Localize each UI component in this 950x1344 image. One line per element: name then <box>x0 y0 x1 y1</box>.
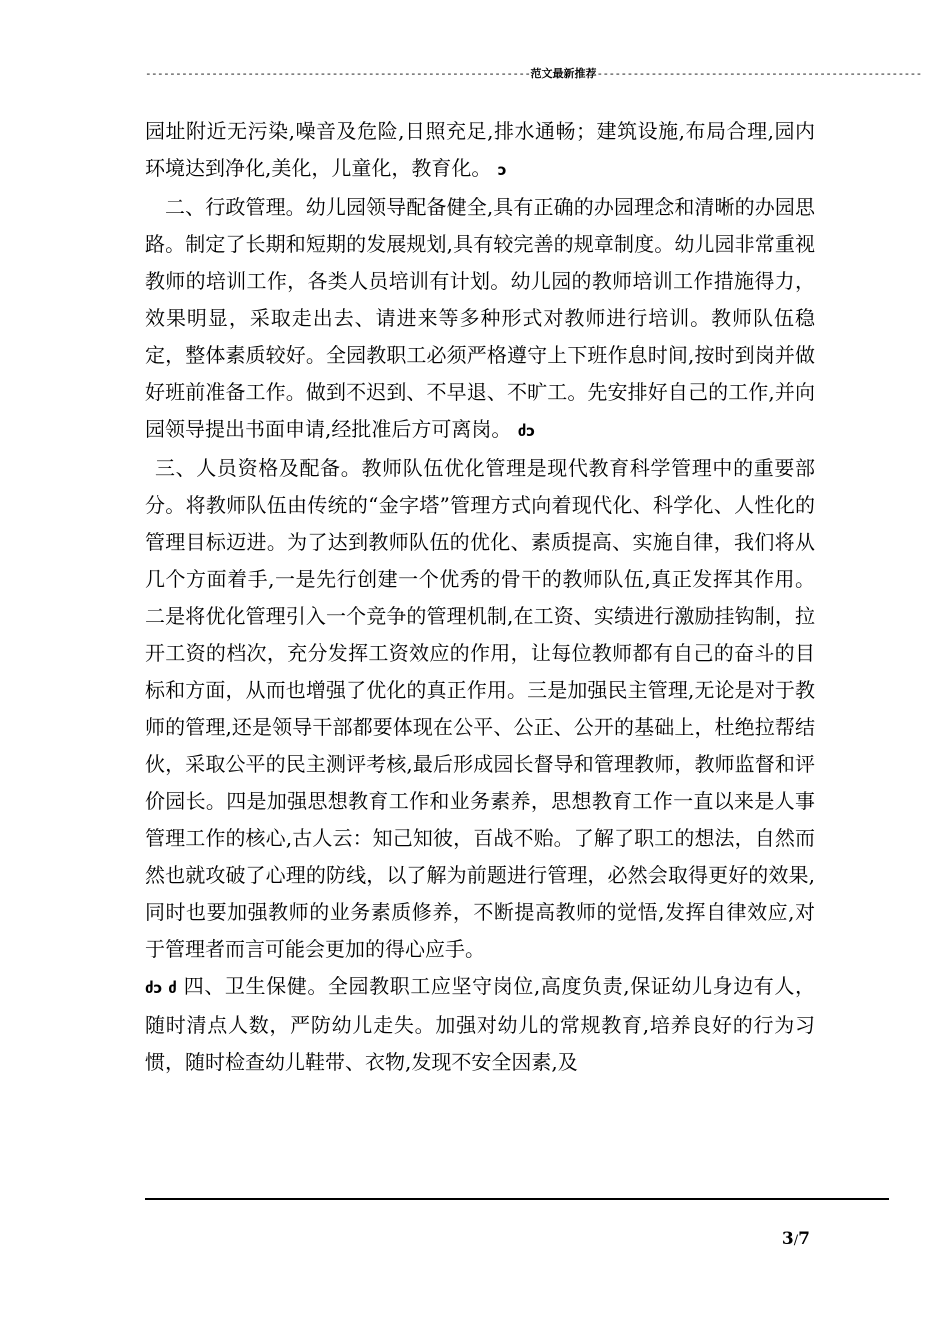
page-number <box>760 1228 810 1252</box>
paragraph-lead-mark: ძↄ ძ <box>145 979 177 997</box>
page-current: 3 <box>781 1229 794 1249</box>
paragraph-mark: ↄ <box>497 161 507 179</box>
paragraph-staffing <box>145 450 815 968</box>
paragraph-health <box>145 968 815 1081</box>
footer-rule <box>145 1198 889 1200</box>
paragraph-administration <box>145 189 815 450</box>
paragraph-site <box>145 113 815 189</box>
page-separator: / <box>793 1233 799 1248</box>
header-title: 范文最新推荐 <box>530 67 597 80</box>
header-dashes-right: ------------------------------------------------------ <box>596 67 922 80</box>
paragraph-text: 园址附近无污染,噪音及危险,日照充足,排水通畅；建筑设施,布局合理,园内环境达到净化,美化，儿童化，教育化。 <box>145 119 815 180</box>
paragraph-text: 二、行政管理。幼儿园领导配备健全,具有正确的办园理念和清晰的办园思路。制定了长期和短期的发展规划,具有较完善的规章制度。幼儿园非常重视教师的培训工作，各类人员培训有计划。幼儿园的教师培训工作措施得力，效果明显，采取走出去、请进来等多种形式对教师进行培训。教师队伍稳定，整体素质较好。全园教职工必须严格遵守上下班作息时间,按时到岗并做好班前准备工作。做到不迟到、不早退、不旷工。先安排好自己的工作,并向园领导提出书面申请,经批准后方可离岗。 <box>145 195 815 441</box>
page-header <box>145 66 922 82</box>
paragraph-text: 四、卫生保健。全园教职工应坚守岗位,高度负责,保证幼儿身边有人，随时清点人数，严防幼儿走失。加强对幼儿的常规教育,培养良好的行为习惯，随时检查幼儿鞋带、衣物,发现不安全因素,及 <box>145 974 816 1074</box>
header-dashes-left: ---------------------------------------------------------------- <box>145 67 531 80</box>
paragraph-text: 三、人员资格及配备。教师队伍优化管理是现代教育科学管理中的重要部分。将教师队伍由传统的“金字塔”管理方式向着现代化、科学化、人性化的管理目标迈进。为了达到教师队伍的优化、素质提高、实施自律，我们将从几个方面着手,一是先行创建一个优秀的骨干的教师队伍,真正发挥其作用。二是将优化管理引入一个竞争的管理机制,在工资、实绩进行激励挂钩制，拉开工资的档次，充分发挥工资效应的作用，让每位教师都有自己的奋斗的目标和方面，从而也增强了优化的真正作用。三是加强民主管理,无论是对于教师的管理,还是领导干部都要体现在公平、公正、公开的基础上，杜绝拉帮结伙，采取公平的民主测评考核,最后形成园长督导和管理教师，教师监督和评价园长。四是加强思想教育工作和业务素养，思想教育工作一直以来是人事管理工作的核心,古人云：知己知彼，百战不贻。了解了职工的想法，自然而然也就攻破了心理的防线，以了解为前题进行管理，必然会取得更好的效果,同时也要加强教师的业务素质修养，不断提高教师的觉悟,发挥自律效应,对于管理者而言可能会更加的得心应手。 <box>145 456 815 961</box>
document-body <box>145 113 815 1081</box>
paragraph-mark: ძↄ <box>517 422 536 440</box>
page-total: 7 <box>798 1229 810 1249</box>
